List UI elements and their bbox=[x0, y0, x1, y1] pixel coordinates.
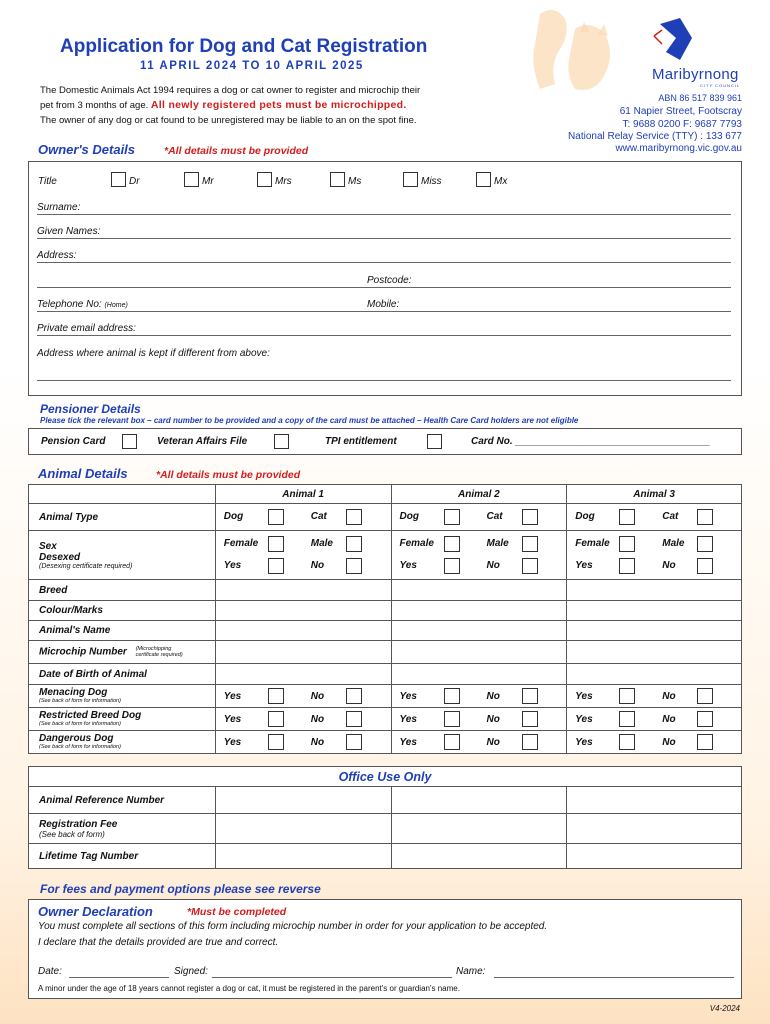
desexed-yes-label: Yes bbox=[399, 559, 417, 571]
pensioner-section-title: Pensioner Details bbox=[40, 402, 141, 416]
pensioner-details-box bbox=[28, 428, 742, 455]
title-miss-label: Miss bbox=[421, 176, 442, 187]
table-row bbox=[29, 708, 742, 731]
male-checkbox[interactable] bbox=[697, 536, 713, 552]
veteran-affairs-label: Veteran Affairs File bbox=[157, 436, 248, 447]
declaration-line-1: You must complete all sections of this form including microchip number in order for your application to be accepted. bbox=[38, 921, 548, 932]
male-label: Male bbox=[310, 537, 333, 549]
title-mr-checkbox[interactable] bbox=[184, 172, 199, 187]
kept-address-field[interactable] bbox=[37, 380, 731, 381]
menacing-yes-checkbox[interactable] bbox=[444, 688, 460, 704]
restricted-cell bbox=[391, 708, 567, 731]
restricted-cell bbox=[567, 708, 742, 731]
date-field[interactable] bbox=[69, 977, 169, 978]
table-row bbox=[29, 504, 742, 531]
title-mx-label: Mx bbox=[494, 176, 508, 187]
dangerous-label-cell bbox=[29, 731, 216, 754]
owner-required-note: *All details must be provided bbox=[164, 145, 309, 157]
title-dr-checkbox[interactable] bbox=[111, 172, 126, 187]
address-line-2-field[interactable] bbox=[37, 287, 731, 288]
title-ms-label: Ms bbox=[348, 176, 362, 187]
animal-type-cell bbox=[567, 504, 742, 531]
fees-note: For fees and payment options please see reverse bbox=[40, 882, 321, 896]
mobile-label: Mobile: bbox=[367, 299, 400, 310]
yes-label: Yes bbox=[223, 736, 242, 748]
pension-card-checkbox[interactable] bbox=[122, 434, 137, 449]
card-number-field[interactable]: Card No. ___________________________________ bbox=[471, 436, 711, 447]
table-row bbox=[29, 787, 742, 814]
colour-field[interactable] bbox=[567, 601, 742, 621]
no-label: No bbox=[310, 713, 325, 725]
menacing-no-checkbox[interactable] bbox=[346, 688, 362, 704]
council-website[interactable]: www.maribyrnong.vic.gov.au bbox=[615, 143, 742, 154]
animal-section-title: Animal Details bbox=[38, 466, 128, 481]
dog-checkbox[interactable] bbox=[268, 509, 284, 525]
kept-address-label: Address where animal is kept if different from above: bbox=[37, 348, 270, 359]
animal-details-table bbox=[28, 484, 742, 754]
page-title: Application for Dog and Cat Registration bbox=[60, 36, 428, 57]
no-label: No bbox=[662, 690, 676, 702]
male-label: Male bbox=[486, 537, 509, 549]
given-names-label: Given Names: bbox=[37, 226, 101, 237]
title-dr-label: Dr bbox=[129, 176, 140, 187]
desexed-no-label: No bbox=[486, 559, 500, 571]
yes-label: Yes bbox=[223, 713, 242, 725]
council-relay: National Relay Service (TTY) : 133 677 bbox=[568, 131, 742, 142]
office-field bbox=[567, 814, 742, 844]
cat-label: Cat bbox=[310, 510, 327, 522]
microchip-notice: All newly registered pets must be microchipped. bbox=[150, 99, 407, 111]
title-mrs-label: Mrs bbox=[275, 176, 292, 187]
office-field bbox=[567, 844, 742, 869]
tpi-label: TPI entitlement bbox=[325, 436, 397, 447]
sex-desexed-cell bbox=[391, 531, 567, 580]
dangerous-yes-checkbox[interactable] bbox=[619, 734, 635, 750]
animal-name-field[interactable] bbox=[391, 621, 567, 641]
dob-field[interactable] bbox=[391, 664, 567, 685]
desexed-yes-label: Yes bbox=[575, 559, 593, 571]
desexed-no-label: No bbox=[662, 559, 676, 571]
female-label: Female bbox=[575, 537, 610, 549]
desexed-note: (Desexing certificate required) bbox=[39, 562, 133, 570]
pensioner-note: Please tick the relevant box – card number to be provided and a copy of the card must be attached – Health Care Card holders are not eligible bbox=[40, 416, 579, 425]
female-label: Female bbox=[223, 537, 259, 549]
office-field bbox=[215, 787, 391, 814]
council-logo-icon bbox=[650, 16, 694, 62]
table-row bbox=[29, 767, 742, 787]
menacing-label-cell bbox=[29, 685, 216, 708]
female-label: Female bbox=[399, 537, 434, 549]
desexed-yes-checkbox[interactable] bbox=[268, 558, 284, 574]
menacing-no-checkbox[interactable] bbox=[697, 688, 713, 704]
title-mr-label: Mr bbox=[202, 176, 214, 187]
title-miss-checkbox[interactable] bbox=[403, 172, 418, 187]
postcode-label: Postcode: bbox=[367, 275, 412, 286]
intro-text bbox=[40, 84, 500, 113]
given-names-field[interactable] bbox=[37, 238, 731, 239]
restricted-no-checkbox[interactable] bbox=[522, 711, 538, 727]
title-label: Title bbox=[38, 176, 57, 187]
cat-label: Cat bbox=[486, 510, 503, 522]
veteran-affairs-checkbox[interactable] bbox=[274, 434, 289, 449]
menacing-cell bbox=[567, 685, 742, 708]
animal-type-cell bbox=[215, 504, 391, 531]
dangerous-note: (See back of form for information) bbox=[39, 744, 121, 750]
female-checkbox[interactable] bbox=[444, 536, 460, 552]
dog-checkbox[interactable] bbox=[444, 509, 460, 525]
desexed-label: Desexed bbox=[39, 551, 81, 563]
desexed-no-checkbox[interactable] bbox=[522, 558, 538, 574]
dangerous-cell bbox=[215, 731, 391, 754]
microchip-field[interactable] bbox=[215, 641, 391, 664]
animal-name-field[interactable] bbox=[215, 621, 391, 641]
menacing-label: Menacing Dog bbox=[39, 687, 108, 698]
table-row bbox=[29, 814, 742, 844]
animal-3-header: Animal 3 bbox=[567, 485, 742, 504]
animal-1-header: Animal 1 bbox=[215, 485, 391, 504]
table-row bbox=[29, 685, 742, 708]
no-label: No bbox=[486, 690, 500, 702]
declaration-box bbox=[28, 899, 742, 999]
registration-fee-note: (See back of form) bbox=[39, 829, 105, 839]
declaration-required: *Must be completed bbox=[187, 906, 287, 918]
email-field[interactable] bbox=[37, 335, 731, 336]
signature-field[interactable] bbox=[212, 977, 452, 978]
yes-label: Yes bbox=[223, 690, 242, 702]
no-label: No bbox=[662, 736, 676, 748]
dob-field[interactable] bbox=[567, 664, 742, 685]
microchip-label: Microchip Number bbox=[39, 646, 127, 658]
office-field bbox=[391, 814, 567, 844]
pension-card-label: Pension Card bbox=[41, 436, 106, 447]
sex-desexed-cell bbox=[567, 531, 742, 580]
cat-checkbox[interactable] bbox=[522, 509, 538, 525]
telephone-field[interactable] bbox=[37, 311, 731, 312]
colour-field[interactable] bbox=[215, 601, 391, 621]
restricted-yes-checkbox[interactable] bbox=[444, 711, 460, 727]
dog-checkbox[interactable] bbox=[619, 509, 635, 525]
male-label: Male bbox=[662, 537, 685, 549]
microchip-note-b: certificate required) bbox=[135, 652, 183, 658]
council-subtitle: CITY COUNCIL bbox=[700, 83, 741, 88]
tag-number-label: Lifetime Tag Number bbox=[29, 844, 216, 869]
sex-desexed-label bbox=[29, 531, 216, 580]
registration-fee-label-cell bbox=[29, 814, 216, 844]
title-mrs-checkbox[interactable] bbox=[257, 172, 272, 187]
restricted-cell bbox=[215, 708, 391, 731]
cat-checkbox[interactable] bbox=[346, 509, 362, 525]
no-label: No bbox=[486, 736, 500, 748]
intro-line-b: pet from 3 months of age. bbox=[40, 100, 149, 111]
menacing-cell bbox=[215, 685, 391, 708]
signed-label: Signed: bbox=[174, 966, 208, 977]
minor-notice: A minor under the age of 18 years cannot register a dog or cat, it must be registered in the parent's or guardian's name. bbox=[38, 984, 460, 993]
dangerous-cell bbox=[391, 731, 567, 754]
yes-label: Yes bbox=[575, 713, 593, 725]
telephone-label-text: Telephone No: bbox=[37, 299, 102, 310]
dog-label: Dog bbox=[223, 510, 244, 522]
dog-label: Dog bbox=[575, 510, 595, 522]
desexed-yes-label: Yes bbox=[223, 559, 242, 571]
menacing-yes-checkbox[interactable] bbox=[619, 688, 635, 704]
cat-checkbox[interactable] bbox=[697, 509, 713, 525]
dangerous-yes-checkbox[interactable] bbox=[268, 734, 284, 750]
tpi-checkbox[interactable] bbox=[427, 434, 442, 449]
office-field bbox=[391, 844, 567, 869]
table-row bbox=[29, 531, 742, 580]
header-blank bbox=[29, 485, 216, 504]
email-label: Private email address: bbox=[37, 323, 136, 334]
name-field[interactable] bbox=[494, 977, 734, 978]
office-field bbox=[215, 814, 391, 844]
telephone-home-note: (Home) bbox=[104, 302, 128, 309]
restricted-label-cell bbox=[29, 708, 216, 731]
desexed-yes-checkbox[interactable] bbox=[619, 558, 635, 574]
address-field[interactable] bbox=[37, 262, 731, 263]
animal-type-label: Animal Type bbox=[29, 504, 216, 531]
female-checkbox[interactable] bbox=[619, 536, 635, 552]
dangerous-no-checkbox[interactable] bbox=[697, 734, 713, 750]
table-row bbox=[29, 664, 742, 685]
restricted-no-checkbox[interactable] bbox=[697, 711, 713, 727]
surname-label: Surname: bbox=[37, 202, 81, 213]
dangerous-label: Dangerous Dog bbox=[39, 733, 114, 744]
office-field bbox=[391, 787, 567, 814]
owner-details-box bbox=[28, 161, 742, 396]
declaration-line-2: I declare that the details provided are true and correct. bbox=[38, 937, 279, 948]
office-use-table bbox=[28, 766, 742, 869]
council-abn: ABN 86 517 839 961 bbox=[658, 93, 742, 103]
dob-field[interactable] bbox=[215, 664, 391, 685]
desexed-no-checkbox[interactable] bbox=[697, 558, 713, 574]
male-checkbox[interactable] bbox=[522, 536, 538, 552]
dog-label: Dog bbox=[399, 510, 419, 522]
restricted-yes-checkbox[interactable] bbox=[619, 711, 635, 727]
menacing-cell bbox=[391, 685, 567, 708]
name-label: Name: bbox=[456, 966, 486, 977]
council-address: 61 Napier Street, Footscray bbox=[619, 106, 742, 117]
fine-notice: The owner of any dog or cat found to be unregistered may be liable to an on the spot fine. bbox=[40, 115, 417, 126]
dob-label: Date of Birth of Animal bbox=[29, 664, 216, 685]
table-row bbox=[29, 621, 742, 641]
microchip-note-a: (Microchipping bbox=[135, 646, 172, 652]
office-field bbox=[567, 787, 742, 814]
breed-field[interactable] bbox=[567, 580, 742, 601]
council-phone: T: 9688 0200 F: 9687 7793 bbox=[622, 119, 742, 130]
table-row bbox=[29, 641, 742, 664]
breed-field[interactable] bbox=[391, 580, 567, 601]
declaration-title: Owner Declaration bbox=[38, 904, 153, 919]
menacing-yes-checkbox[interactable] bbox=[268, 688, 284, 704]
restricted-note: (See back of form for information) bbox=[39, 721, 121, 727]
surname-field[interactable] bbox=[37, 214, 731, 215]
desexed-yes-checkbox[interactable] bbox=[444, 558, 460, 574]
address-label: Address: bbox=[37, 250, 77, 261]
intro-line-a: The Domestic Animals Act 1994 requires a dog or cat owner to register and microchip their bbox=[40, 85, 421, 96]
animal-type-cell bbox=[391, 504, 567, 531]
yes-label: Yes bbox=[575, 690, 593, 702]
microchip-label-cell bbox=[29, 641, 216, 664]
restricted-yes-checkbox[interactable] bbox=[268, 711, 284, 727]
no-label: No bbox=[310, 736, 325, 748]
microchip-field[interactable] bbox=[391, 641, 567, 664]
animal-2-header: Animal 2 bbox=[391, 485, 567, 504]
registration-period: 11 APRIL 2024 TO 10 APRIL 2025 bbox=[140, 60, 364, 72]
microchip-note bbox=[136, 646, 183, 658]
table-row bbox=[29, 844, 742, 869]
colour-field[interactable] bbox=[391, 601, 567, 621]
no-label: No bbox=[662, 713, 676, 725]
restricted-no-checkbox[interactable] bbox=[346, 711, 362, 727]
table-row bbox=[29, 731, 742, 754]
yes-label: Yes bbox=[399, 736, 417, 748]
table-row bbox=[29, 580, 742, 601]
form-version: V4-2024 bbox=[709, 1004, 740, 1013]
reference-number-label: Animal Reference Number bbox=[29, 787, 216, 814]
colour-label: Colour/Marks bbox=[29, 601, 216, 621]
male-checkbox[interactable] bbox=[346, 536, 362, 552]
menacing-note: (See back of form for information) bbox=[39, 698, 121, 704]
title-ms-checkbox[interactable] bbox=[330, 172, 345, 187]
council-name: Maribyrnong bbox=[652, 66, 739, 83]
cat-label: Cat bbox=[662, 510, 679, 522]
desexed-no-checkbox[interactable] bbox=[346, 558, 362, 574]
sex-label: Sex bbox=[39, 540, 57, 552]
date-label: Date: bbox=[38, 966, 62, 977]
dangerous-cell bbox=[567, 731, 742, 754]
breed-field[interactable] bbox=[215, 580, 391, 601]
animal-name-label: Animal's Name bbox=[29, 621, 216, 641]
yes-label: Yes bbox=[399, 690, 417, 702]
yes-label: Yes bbox=[399, 713, 417, 725]
microchip-field[interactable] bbox=[567, 641, 742, 664]
office-use-title: Office Use Only bbox=[29, 767, 742, 787]
no-label: No bbox=[310, 690, 325, 702]
female-checkbox[interactable] bbox=[268, 536, 284, 552]
yes-label: Yes bbox=[575, 736, 593, 748]
menacing-no-checkbox[interactable] bbox=[522, 688, 538, 704]
pet-silhouette-watermark bbox=[520, 4, 620, 99]
table-row bbox=[29, 601, 742, 621]
telephone-label bbox=[37, 299, 128, 310]
sex-desexed-cell bbox=[215, 531, 391, 580]
office-field bbox=[215, 844, 391, 869]
dangerous-no-checkbox[interactable] bbox=[522, 734, 538, 750]
registration-fee-label: Registration Fee bbox=[39, 818, 118, 830]
title-mx-checkbox[interactable] bbox=[476, 172, 491, 187]
dangerous-no-checkbox[interactable] bbox=[346, 734, 362, 750]
no-label: No bbox=[486, 713, 500, 725]
restricted-label: Restricted Breed Dog bbox=[39, 710, 142, 721]
dangerous-yes-checkbox[interactable] bbox=[444, 734, 460, 750]
owner-section-title: Owner's Details bbox=[38, 142, 136, 157]
animal-name-field[interactable] bbox=[567, 621, 742, 641]
animal-required-note: *All details must be provided bbox=[156, 469, 301, 481]
breed-label: Breed bbox=[29, 580, 216, 601]
table-row bbox=[29, 485, 742, 504]
desexed-no-label: No bbox=[310, 559, 325, 571]
